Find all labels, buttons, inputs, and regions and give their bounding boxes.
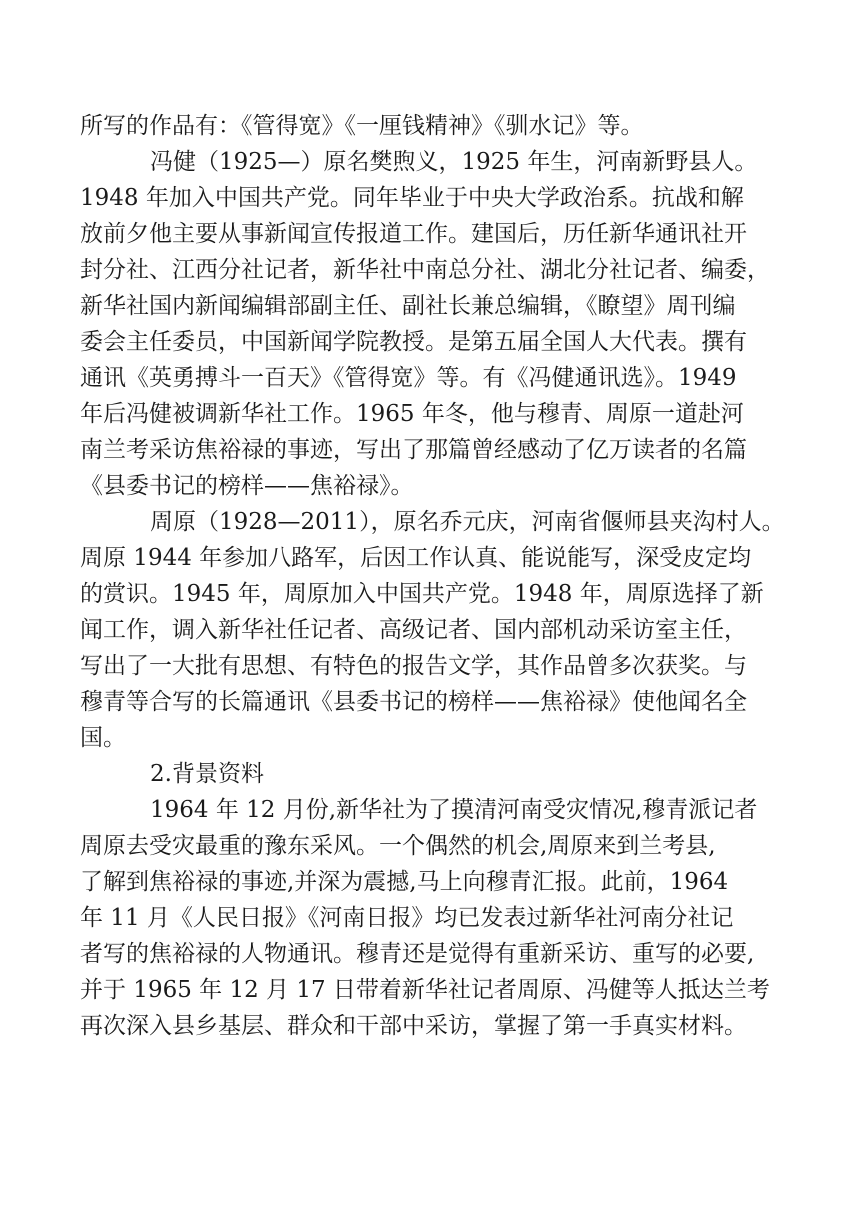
- text-line: 封分社、江西分社记者，新华社中南总分社、湖北分社记者、编委，: [80, 257, 770, 283]
- text-line: 通讯《英勇搏斗一百天》《管得宽》等。有《冯健通讯选》。1949: [80, 365, 737, 391]
- text-line: 《县委书记的榜样——焦裕禄》。: [80, 473, 414, 499]
- text-line: 年 11 月《人民日报》《河南日报》均已发表过新华社河南分社记: [80, 905, 734, 931]
- text-line: 的赏识。1945 年，周原加入中国共产党。1948 年，周原选择了新: [80, 581, 764, 607]
- text-line: 南兰考采访焦裕禄的事迹，写出了那篇曾经感动了亿万读者的名篇: [80, 437, 747, 463]
- paragraph-first-line: 周原（1928—2011），原名乔元庆，河南省偃师县夹沟村人。: [150, 509, 785, 535]
- section-heading: 2.背景资料: [150, 761, 264, 787]
- text-line: 再次深入县乡基层、群众和干部中采访，掌握了第一手真实材料。: [80, 1013, 747, 1039]
- text-line: 者写的焦裕禄的人物通讯。穆青还是觉得有重新采访、重写的必要,: [80, 941, 755, 967]
- text-line: 1948 年加入中国共产党。同年毕业于中央大学政治系。抗战和解: [80, 185, 744, 211]
- text-line: 年后冯健被调新华社工作。1965 年冬，他与穆青、周原一道赴河: [80, 401, 744, 427]
- text-line: 放前夕他主要从事新闻宣传报道工作。建国后，历任新华通讯社开: [80, 221, 747, 247]
- text-line: 了解到焦裕禄的事迹,并深为震撼,马上向穆青汇报。此前，1964: [80, 869, 729, 895]
- paragraph-first-line: 冯健（1925—）原名樊煦义，1925 年生，河南新野县人。: [150, 149, 758, 175]
- text-line: 并于 1965 年 12 月 17 日带着新华社记者周原、冯健等人抵达兰考: [80, 977, 770, 1003]
- text-line: 所写的作品有：《管得宽》《一厘钱精神》《驯水记》等。: [80, 113, 644, 139]
- text-line: 穆青等合写的长篇通讯《县委书记的榜样——焦裕禄》使他闻名全: [80, 689, 747, 715]
- text-line: 写出了一大批有思想、有特色的报告文学，其作品曾多次获奖。与: [80, 653, 747, 679]
- paragraph-first-line: 1964 年 12 月份,新华社为了摸清河南受灾情况,穆青派记者: [150, 797, 758, 823]
- text-line: 周原 1944 年参加八路军，后因工作认真、能说能写，深受皮定均: [80, 545, 752, 571]
- text-line: 周原去受灾最重的豫东采风。一个偶然的机会,周原来到兰考县,: [80, 833, 716, 859]
- text-line: 委会主任委员，中国新闻学院教授。是第五届全国人大代表。撰有: [80, 329, 747, 355]
- text-line: 新华社国内新闻编辑部副主任、副社长兼总编辑，《瞭望》周刊编: [80, 293, 736, 319]
- text-line: 闻工作，调入新华社任记者、高级记者、国内部机动采访室主任，: [80, 617, 747, 643]
- text-line: 国。: [80, 725, 126, 751]
